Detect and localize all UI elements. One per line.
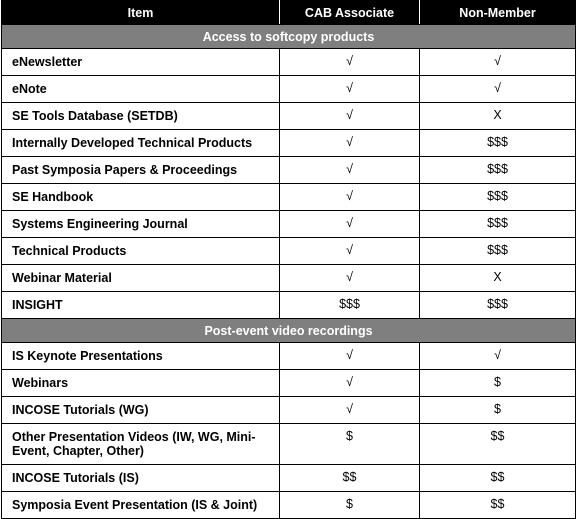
row-non-member-value: $ xyxy=(420,397,576,424)
row-item: Technical Products xyxy=(2,238,280,265)
row-item: Webinar Material xyxy=(2,265,280,292)
row-item: INSIGHT xyxy=(2,292,280,319)
table-row xyxy=(2,492,576,519)
table-row xyxy=(2,370,576,397)
row-cab-value: $$$ xyxy=(280,292,420,319)
row-non-member-value: $$$ xyxy=(420,130,576,157)
table-row xyxy=(2,49,576,76)
row-cab-value: √ xyxy=(280,103,420,130)
row-non-member-value: $ xyxy=(420,370,576,397)
row-cab-value: √ xyxy=(280,157,420,184)
section-header xyxy=(2,319,576,343)
row-non-member-value: $$ xyxy=(420,424,576,465)
row-cab-value: √ xyxy=(280,130,420,157)
row-cab-value: √ xyxy=(280,76,420,103)
row-item: IS Keynote Presentations xyxy=(2,343,280,370)
table-row xyxy=(2,397,576,424)
row-cab-value: √ xyxy=(280,211,420,238)
row-cab-value: $$ xyxy=(280,465,420,492)
row-cab-value: √ xyxy=(280,49,420,76)
membership-benefits-table xyxy=(1,0,576,519)
row-cab-value: √ xyxy=(280,370,420,397)
section-header xyxy=(2,25,576,49)
row-non-member-value: $$$ xyxy=(420,292,576,319)
section-title: Access to softcopy products xyxy=(2,25,576,49)
row-item: eNote xyxy=(2,76,280,103)
table-row xyxy=(2,184,576,211)
row-cab-value: $ xyxy=(280,492,420,519)
row-non-member-value: $$ xyxy=(420,492,576,519)
row-item: SE Handbook xyxy=(2,184,280,211)
row-item: Internally Developed Technical Products xyxy=(2,130,280,157)
row-non-member-value: √ xyxy=(420,76,576,103)
table-row xyxy=(2,343,576,370)
row-cab-value: √ xyxy=(280,265,420,292)
row-item: Past Symposia Papers & Proceedings xyxy=(2,157,280,184)
row-item: INCOSE Tutorials (WG) xyxy=(2,397,280,424)
row-non-member-value: $$$ xyxy=(420,211,576,238)
row-item: INCOSE Tutorials (IS) xyxy=(2,465,280,492)
table-row xyxy=(2,130,576,157)
table-row xyxy=(2,238,576,265)
row-non-member-value: X xyxy=(420,103,576,130)
row-item: Systems Engineering Journal xyxy=(2,211,280,238)
row-cab-value: √ xyxy=(280,397,420,424)
table-row xyxy=(2,103,576,130)
row-non-member-value: $$$ xyxy=(420,184,576,211)
header-non-member: Non-Member xyxy=(420,1,576,25)
row-non-member-value: $$ xyxy=(420,465,576,492)
row-item: eNewsletter xyxy=(2,49,280,76)
row-non-member-value: X xyxy=(420,265,576,292)
table-row xyxy=(2,211,576,238)
row-item: Webinars xyxy=(2,370,280,397)
table-row xyxy=(2,76,576,103)
table-row xyxy=(2,424,576,465)
row-cab-value: √ xyxy=(280,343,420,370)
table-row xyxy=(2,265,576,292)
table-row xyxy=(2,292,576,319)
section-title: Post-event video recordings xyxy=(2,319,576,343)
row-non-member-value: $$$ xyxy=(420,238,576,265)
row-non-member-value: √ xyxy=(420,343,576,370)
row-item: SE Tools Database (SETDB) xyxy=(2,103,280,130)
row-cab-value: √ xyxy=(280,238,420,265)
header-cab-associate: CAB Associate xyxy=(280,1,420,25)
row-item: Other Presentation Videos (IW, WG, Mini-Event, Chapter, Other) xyxy=(2,424,280,465)
row-item: Symposia Event Presentation (IS & Joint) xyxy=(2,492,280,519)
row-non-member-value: $$$ xyxy=(420,157,576,184)
table-row xyxy=(2,465,576,492)
row-cab-value: √ xyxy=(280,184,420,211)
row-non-member-value: √ xyxy=(420,49,576,76)
row-cab-value: $ xyxy=(280,424,420,465)
header-row xyxy=(2,1,576,25)
table-row xyxy=(2,157,576,184)
header-item: Item xyxy=(2,1,280,25)
